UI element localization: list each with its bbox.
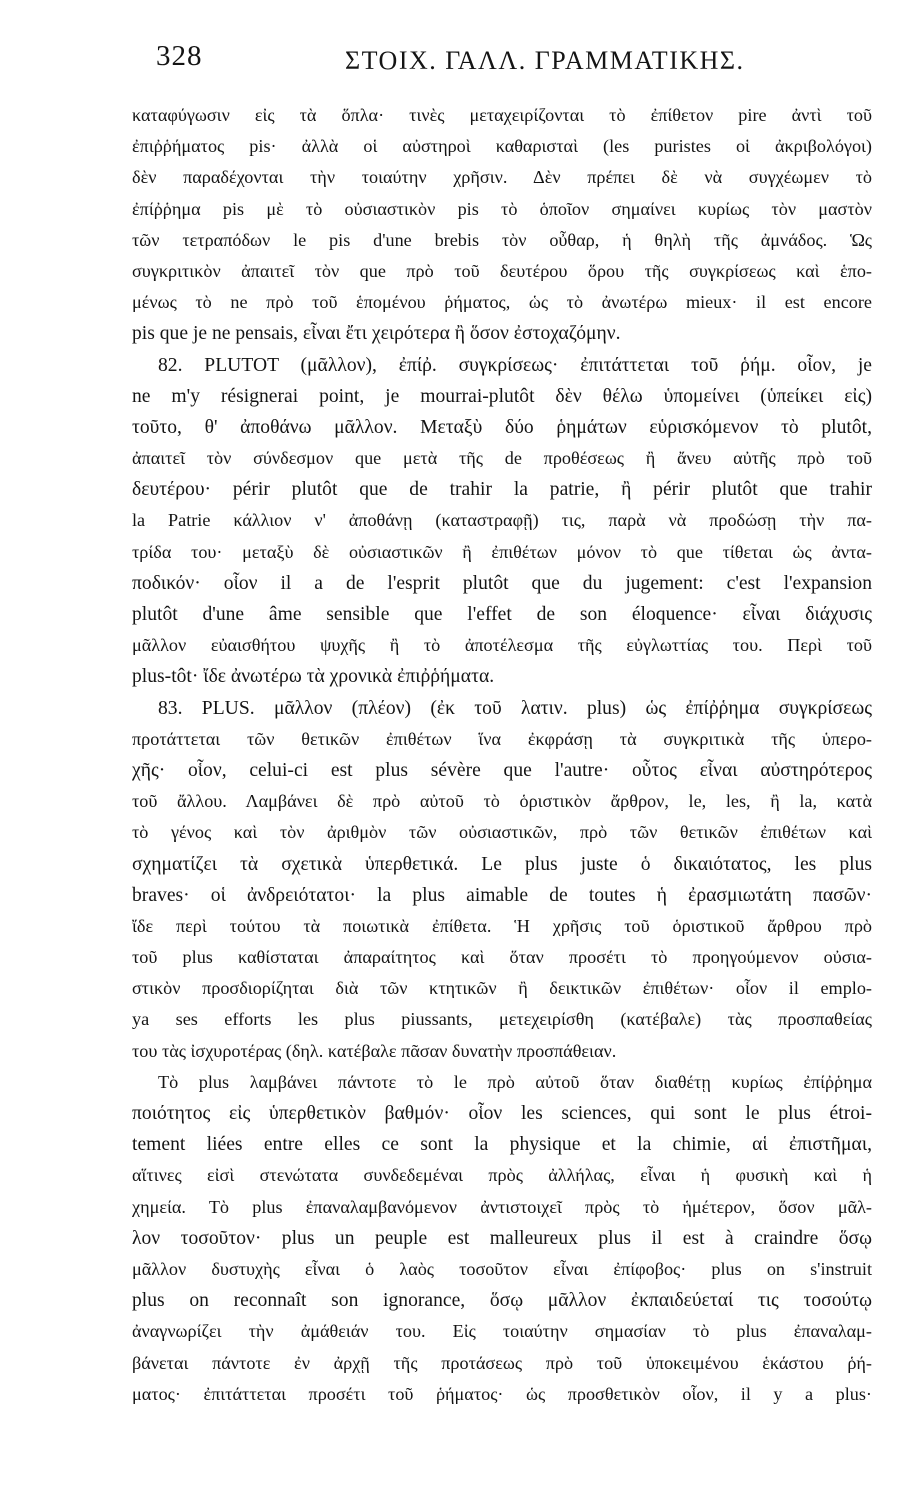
text-line: τοῦτο, θ' ἀποθάνω μᾶλλον. Μεταξὺ δύο ῥημάτων εὑρισκόμενον τὸ plutôt, <box>132 416 872 438</box>
text-line: του τὰς ἰσχυροτέρας (δηλ. κατέβαλε πᾶσαν δυνατὴν προσπάθειαν. <box>132 1040 617 1061</box>
page-number: 328 <box>156 40 203 72</box>
text-line: plus on reconnaît son ignorance, ὅσῳ μᾶλλον ἐκπαιδεύεταί τις τοσούτῳ <box>132 1290 872 1312</box>
text-line: plutôt d'une âme sensible que l'effet de son éloquence· εἶναι διάχυσις <box>132 604 872 625</box>
text-line: συγκριτικὸν ἀπαιτεῖ τὸν que πρὸ τοῦ δευτέρου ὅρου τῆς συγκρίσεως καὶ ἑπο- <box>132 260 872 281</box>
text-line: Τὸ plus λαμβάνει πάντοτε τὸ le πρὸ αὐτοῦ ὅταν διαθέτῃ κυρίως ἐπίῤῥημα <box>158 1071 872 1092</box>
text-line: σχηματίζει τὰ σχετικὰ ὑπερθετικά. Le plus juste ὁ δικαιότατος, les plus <box>132 853 872 875</box>
text-line: 83. PLUS. μᾶλλον (πλέον) (ἐκ τοῦ λατιν. plus) ὡς ἐπίῤῥημα συγκρίσεως <box>158 697 872 719</box>
text-line: τοῦ plus καθίσταται ἀπαραίτητος καὶ ὅταν προσέτι τὸ προηγούμενον οὐσια- <box>132 947 872 968</box>
text-line: μᾶλλον εὐαισθήτου ψυχῆς ἢ τὸ ἀποτέλεσμα τῆς εὐγλωττίας του. Περὶ τοῦ <box>132 635 872 656</box>
text-line: ne m'y résignerai point, je mourrai-plutôt δὲν θέλω ὑπομείνει (ὑπείκει εἰς) <box>132 385 872 407</box>
text-line: plus-tôt· ἴδε ἀνωτέρω τὰ χρονικὰ ἐπιῤῥήματα. <box>132 666 495 688</box>
text-line: προτάττεται τῶν θετικῶν ἐπιθέτων ἵνα ἐκφράσῃ τὰ συγκριτικὰ τῆς ὑπερο- <box>132 728 872 749</box>
text-line: τοῦ ἄλλου. Λαμβάνει δὲ πρὸ αὐτοῦ τὸ ὁριστικὸν ἄρθρον, le, les, ἢ la, κατὰ <box>132 791 872 812</box>
text-line: ἴδε περὶ τούτου τὰ ποιωτικὰ ἐπίθετα. Ἡ χρῆσις τοῦ ὁριστικοῦ ἄρθρου πρὸ <box>132 915 872 936</box>
body-text <box>132 100 872 1410</box>
page-header <box>150 36 890 86</box>
text-line: ποδικόν· οἷον il a de l'esprit plutôt que du jugement: c'est l'expansion <box>132 572 872 594</box>
text-line: ἐπίῤῥημα pis μὲ τὸ οὐσιαστικὸν pis τὸ ὁποῖον σημαίνει κυρίως τὸν μαστὸν <box>132 198 872 219</box>
text-line: ya ses efforts les plus piussants, μετεχειρίσθη (κατέβαλε) τὰς προσπαθείας <box>132 1009 872 1030</box>
text-line: βάνεται πάντοτε ἐν ἀρχῇ τῆς προτάσεως πρὸ τοῦ ὑποκειμένου ἑκάστου ῥή- <box>132 1352 872 1373</box>
text-line: μᾶλλον δυστυχὴς εἶναι ὁ λαὸς τοσοῦτον εἶναι ἐπίφοβος· plus on s'instruit <box>132 1258 872 1279</box>
text-line: δευτέρου· périr plutôt que de trahir la patrie, ἢ périr plutôt que trahir <box>132 479 872 501</box>
text-line: δὲν παραδέχονται τὴν τοιαύτην χρῆσιν. Δὲν πρέπει δὲ νὰ συγχέωμεν τὸ <box>132 167 872 188</box>
text-line: la Patrie κάλλιον ν' ἀποθάνῃ (καταστραφῇ) τις, παρὰ νὰ προδώσῃ τὴν πα- <box>132 510 872 531</box>
text-line: μένως τὸ ne πρὸ τοῦ ἑπομένου ῥήματος, ὡς τὸ ἀνωτέρω mieux· il est encore <box>132 292 872 313</box>
text-line: ἀπαιτεῖ τὸν σύνδεσμον que μετὰ τῆς de προθέσεως ἢ ἄνευ αὐτῆς πρὸ τοῦ <box>132 448 872 469</box>
text-line: ἀναγνωρίζει τὴν ἀμάθειάν του. Εἰς τοιαύτην σημασίαν τὸ plus ἐπαναλαμ- <box>132 1321 872 1342</box>
text-line: στικὸν προσδιορίζηται διὰ τῶν κτητικῶν ἢ δεικτικῶν ἐπιθέτων· οἷον il emplo- <box>132 978 872 999</box>
text-line: αἵτινες εἰσὶ στενώτατα συνδεδεμέναι πρὸς ἀλλήλας, εἶναι ἡ φυσικὴ καὶ ἡ <box>132 1165 872 1186</box>
text-line: pis que je ne pensais, εἶναι ἔτι χειρότερα ἢ ὅσον ἐστοχαζόμην. <box>132 323 621 345</box>
text-line: χῆς· οἷον, celui-ci est plus sévère que l'autre· οὗτος εἶναι αὐστηρότερος <box>132 759 872 781</box>
text-line: ματος· ἐπιτάττεται προσέτι τοῦ ῥήματος· ὡς προσθετικὸν οἷον, il y a plus· <box>132 1383 872 1404</box>
text-line: τὸ γένος καὶ τὸν ἀριθμὸν τῶν οὐσιαστικῶν, πρὸ τῶν θετικῶν ἐπιθέτων καὶ <box>132 822 872 843</box>
text-line: χημεία. Τὸ plus ἐπαναλαμβανόμενον ἀντιστοιχεῖ πρὸς τὸ ἡμέτερον, ὅσον μᾶλ- <box>132 1196 872 1217</box>
text-line: tement liées entre elles ce sont la physique et la chimie, αἱ ἐπιστῆμαι, <box>132 1134 872 1156</box>
text-line: λον τοσοῦτον· plus un peuple est malleureux plus il est à craindre ὅσῳ <box>132 1227 872 1249</box>
text-line: ποιότητος εἰς ὑπερθετικὸν βαθμόν· οἷον les sciences, qui sont le plus étroi- <box>132 1103 872 1124</box>
text-line: τρίδα του· μεταξὺ δὲ οὐσιαστικῶν ἢ ἐπιθέτων μόνον τὸ que τίθεται ὡς ἀντα- <box>132 541 872 562</box>
text-line: ἐπιῤῥήματος pis· ἀλλὰ οἱ αὐστηροὶ καθαρισταὶ (les puristes οἱ ἀκριβολόγοι) <box>132 136 872 157</box>
text-line: 82. PLUTOT (μᾶλλον), ἐπίῤ. συγκρίσεως· ἐπιτάττεται τοῦ ῥήμ. οἷον, je <box>158 354 872 376</box>
text-line: braves· οἱ ἀνδρειότατοι· la plus aimable de toutes ἡ ἐρασμιωτάτη πασῶν· <box>132 884 872 906</box>
text-line: καταφύγωσιν εἰς τὰ ὅπλα· τινὲς μεταχειρίζονται τὸ ἐπίθετον pire ἀντὶ τοῦ <box>132 105 872 125</box>
running-title: ΣΤΟΙΧ. ΓΑΛΛ. ΓΡΑΜΜΑΤΙΚΗΣ. <box>345 46 745 75</box>
text-line: τῶν τετραπόδων le pis d'une brebis τὸν οὖθαρ, ἡ θηλὴ τῆς ἀμνάδος. Ὡς <box>132 229 872 250</box>
